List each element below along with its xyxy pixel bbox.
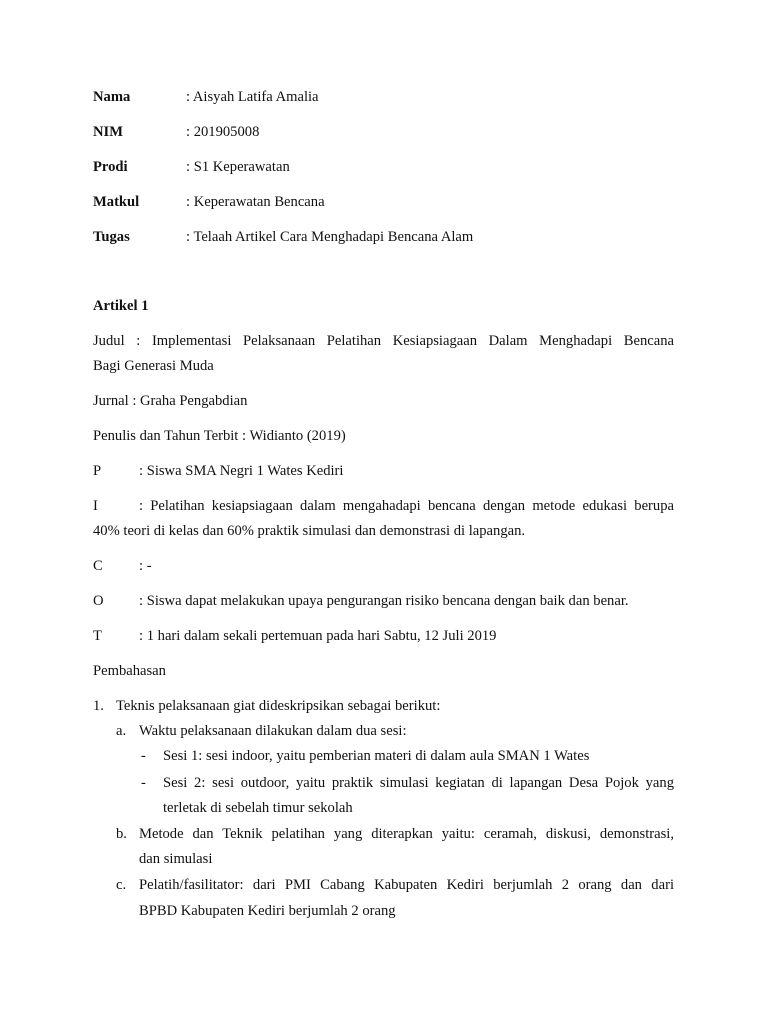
list-item-b-line-1: Metode dan Teknik pelatihan yang diterapkan yaitu: ceramah, diskusi, demonstrasi, <box>139 826 674 842</box>
header-value-tugas: : Telaah Artikel Cara Menghadapi Bencana Alam <box>186 229 474 245</box>
judul-line-2: Bagi Generasi Muda <box>93 358 214 374</box>
list-item-c-line-2: BPBD Kabupaten Kediri berjumlah 2 orang <box>139 903 396 919</box>
header-label-prodi: Prodi <box>93 159 128 175</box>
list-dash-2-line-2: terletak di sebelah timur sekolah <box>163 800 353 816</box>
pico-key-t: T <box>93 628 102 644</box>
list-item-1-number: 1. <box>93 698 104 714</box>
pico-value-t: : 1 hari dalam sekali pertemuan pada hari Sabtu, 12 Juli 2019 <box>139 628 497 644</box>
header-value-prodi: : S1 Keperawatan <box>186 159 290 175</box>
penulis-line: Penulis dan Tahun Terbit : Widianto (2019) <box>93 428 346 444</box>
article-heading: Artikel 1 <box>93 298 149 314</box>
list-dash-1-bullet: - <box>141 748 146 764</box>
header-label-nama: Nama <box>93 89 131 105</box>
judul-line-1: Judul : Implementasi Pelaksanaan Pelatihan Kesiapsiagaan Dalam Menghadapi Bencana <box>93 333 674 349</box>
list-item-c-letter: c. <box>116 877 127 893</box>
list-item-1-text: Teknis pelaksanaan giat dideskripsikan sebagai berikut: <box>116 698 441 714</box>
jurnal-line: Jurnal : Graha Pengabdian <box>93 393 248 409</box>
list-item-b-letter: b. <box>116 826 127 842</box>
list-item-a-text: Waktu pelaksanaan dilakukan dalam dua sesi: <box>139 723 407 739</box>
header-label-nim: NIM <box>93 124 123 140</box>
pico-value-p: : Siswa SMA Negri 1 Wates Kediri <box>139 463 344 479</box>
pico-key-p: P <box>93 463 102 479</box>
header-label-matkul: Matkul <box>93 194 140 210</box>
header-value-nama: : Aisyah Latifa Amalia <box>186 89 319 105</box>
header-value-nim: : 201905008 <box>186 124 260 140</box>
pico-key-o: O <box>93 593 104 609</box>
list-item-a-letter: a. <box>116 723 127 739</box>
list-dash-2-bullet: - <box>141 775 146 791</box>
pico-value-o: : Siswa dapat melakukan upaya pengurangan risiko bencana dengan baik dan benar. <box>139 593 629 609</box>
pico-value-i-line-1: : Pelatihan kesiapsiagaan dalam mengahadapi bencana dengan metode edukasi berupa <box>139 498 674 514</box>
pico-key-c: C <box>93 558 103 574</box>
list-dash-2-line-1: Sesi 2: sesi outdoor, yaitu praktik simulasi kegiatan di lapangan Desa Pojok yang <box>163 775 674 791</box>
pico-key-i: I <box>93 498 98 514</box>
pico-value-c: : - <box>139 558 152 574</box>
list-dash-1-text: Sesi 1: sesi indoor, yaitu pemberian materi di dalam aula SMAN 1 Wates <box>163 748 590 764</box>
list-item-b-line-2: dan simulasi <box>139 851 213 867</box>
pembahasan-heading: Pembahasan <box>93 663 166 679</box>
list-item-c-line-1: Pelatih/fasilitator: dari PMI Cabang Kabupaten Kediri berjumlah 2 orang dan dari <box>139 877 674 893</box>
header-value-matkul: : Keperawatan Bencana <box>186 194 325 210</box>
header-label-tugas: Tugas <box>93 229 130 245</box>
pico-value-i-line-2: 40% teori di kelas dan 60% praktik simulasi dan demonstrasi di lapangan. <box>93 523 526 539</box>
